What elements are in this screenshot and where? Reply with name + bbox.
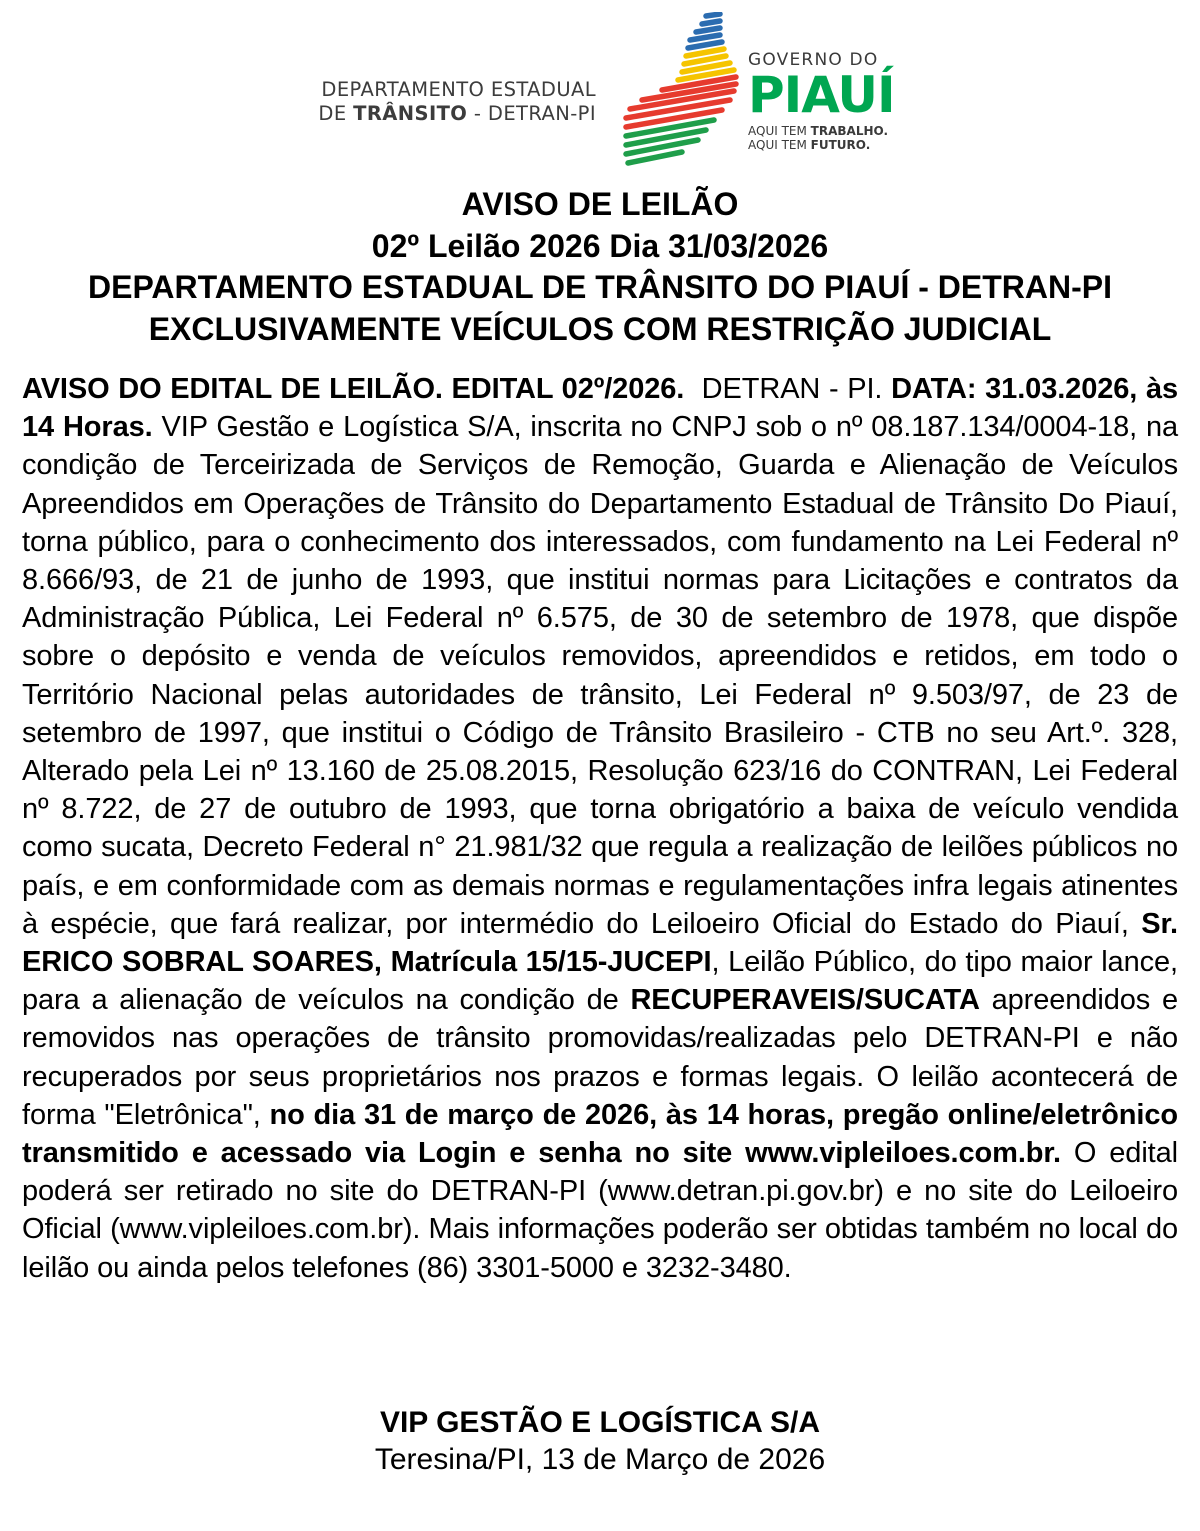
slogan-line2 bbox=[748, 138, 918, 152]
header bbox=[0, 0, 1200, 170]
governo-piaui-logo bbox=[748, 50, 918, 152]
title-line2: 02º Leilão 2026 Dia 31/03/2026 bbox=[371, 227, 829, 264]
body-s4: VIP Gestão e Logística S/A, inscrita no CNPJ sob o nº 08.187.134/0004-18, na condição de Terceirizada de Serviços de Remoção, Guarda e Alienação de Veículos Apreendidos em Operações de Trânsito do Departamento Estadual de Trânsito Do Piauí, torna público, para o conhecimento dos interessados, com fundamento na Lei Federal nº 8.666/93, de 21 de junho de 1993, que institui normas para Licitações e contratos da Administração Pública, Lei Federal nº 6.575, de 30 de setembro de 1978, que dispõe sobre o depósito e venda de veículos removidos, apreendidos e retidos, em todo o Território Nacional pelas autoridades de trânsito, Lei Federal nº 9.503/97, de 23 de setembro de 1997, que institui o Código de Trânsito Brasileiro - CTB no seu Art.º. 328, Alterado pela Lei nº 13.160 de 25.08.2015, Resolução 623/16 do CONTRAN, Lei Federal nº 8.722, de 27 de outubro de 1993, que torna obrigatório a baixa de veículo vendida como sucata, Decreto Federal n° 21.981/32 que regula a realização de leilões públicos no país, e em conformidade com as demais normas e regulamentações infra legais atinentes à espécie, que fará realizar, por intermédio do Leiloeiro Oficial do Estado do Piauí, bbox=[22, 411, 1179, 940]
slogan1-bold: TRABALHO. bbox=[810, 124, 889, 138]
detran-logo bbox=[296, 78, 596, 126]
detran-logo-line2 bbox=[296, 102, 596, 126]
detran-logo-bold: TRÂNSITO bbox=[353, 102, 468, 125]
footer bbox=[0, 1404, 1200, 1478]
footer-place-date: Teresina/PI, 13 de Março de 2026 bbox=[374, 1443, 826, 1476]
body-s3: DATA: 31.03.2026, às 14 Horas. bbox=[22, 373, 1178, 444]
body-s7: RECUPERAVEIS/SUCATA bbox=[630, 984, 980, 1017]
body-s10: O edital poderá ser retirado no site do DETRAN-PI (www.detran.pi.gov.br) e no site do Leiloeiro Oficial (www.vipleiloes.com.br). Mais informações poderão ser obtidas também no local do leilão ou ainda pelos telefones (86) 3301-5000 e 3232-3480. bbox=[22, 1137, 1178, 1284]
gov-top-text: GOVERNO DO bbox=[748, 50, 879, 70]
slogan1-prefix: AQUI TEM bbox=[748, 124, 811, 138]
body-s1: AVISO DO EDITAL DE LEILÃO. EDITAL 02º/2026. bbox=[22, 373, 685, 405]
title-line1: AVISO DE LEILÃO bbox=[461, 186, 739, 222]
body-s6: , Leilão Público, do tipo maior lance, para a alienação de veículos na condição de bbox=[22, 946, 1178, 1017]
notice-titles bbox=[0, 184, 1200, 350]
detran-logo-line1: DEPARTAMENTO ESTADUAL bbox=[321, 78, 596, 101]
slogan2-prefix: AQUI TEM bbox=[748, 138, 811, 152]
footer-company: VIP GESTÃO E LOGÍSTICA S/A bbox=[379, 1406, 821, 1439]
slogan2-bold: FUTURO. bbox=[810, 138, 871, 152]
body-s8: apreendidos e removidos nas operações de trânsito promovidas/realizadas pelo DETRAN-PI e não recuperados por seus proprietários nos prazos e formas legais. O leilão acontecerá de forma "Eletrônica", bbox=[22, 984, 1178, 1131]
gov-slogan bbox=[748, 124, 918, 152]
gov-name-text: PIAUÍ bbox=[748, 66, 895, 124]
body-s5: Sr. ERICO SOBRAL SOARES, Matrícula 15/15-JUCEPI bbox=[22, 907, 1178, 979]
title-line3: DEPARTAMENTO ESTADUAL DE TRÂNSITO DO PIAUÍ - DETRAN-PI bbox=[87, 269, 1113, 305]
title-line4: EXCLUSIVAMENTE VEÍCULOS COM RESTRIÇÃO JUDICIAL bbox=[148, 310, 1052, 347]
piaui-map-logo-icon bbox=[622, 12, 740, 172]
slogan-line1 bbox=[748, 124, 918, 138]
body-s2: DETRAN - PI. bbox=[684, 373, 892, 405]
body-s9: no dia 31 de março de 2026, às 14 horas, pregão online/eletrônico transmitido e acessado via Login e senha no site www.vipleiloes.com.br. bbox=[22, 1098, 1178, 1170]
detran-logo-prefix: DE bbox=[318, 102, 354, 125]
detran-logo-suffix: - DETRAN-PI bbox=[467, 102, 596, 125]
notice-body bbox=[22, 370, 1178, 1287]
